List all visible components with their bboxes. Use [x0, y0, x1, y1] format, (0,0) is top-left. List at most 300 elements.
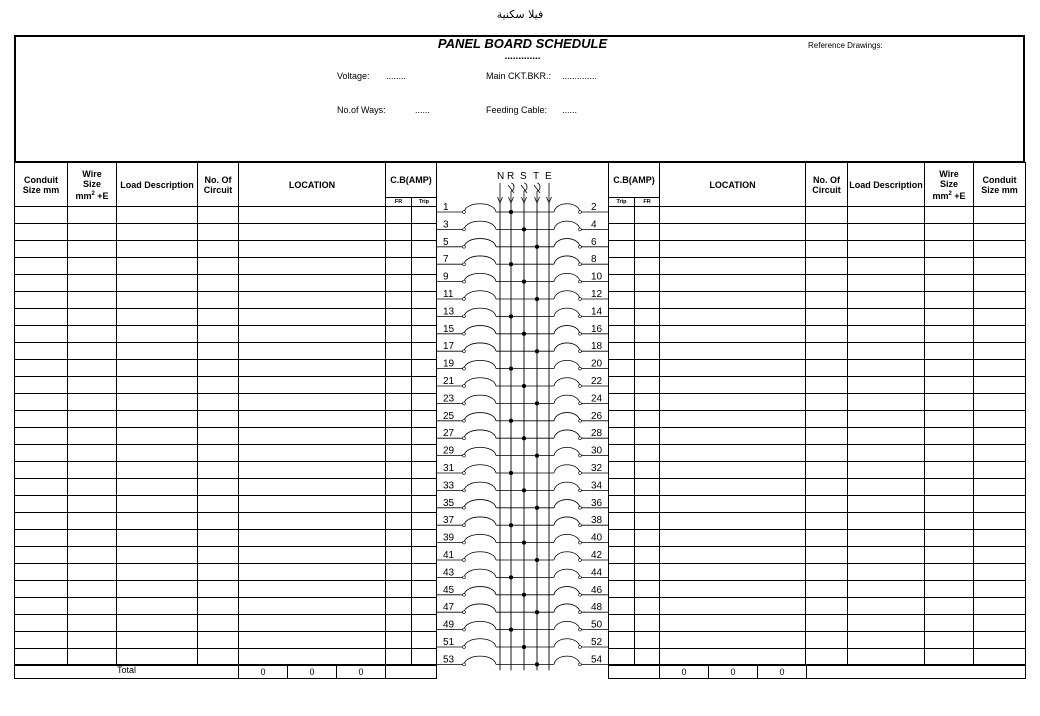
schedule-cell[interactable]	[925, 530, 974, 547]
schedule-cell[interactable]	[15, 428, 68, 445]
schedule-cell[interactable]	[925, 445, 974, 462]
schedule-cell[interactable]	[198, 326, 239, 343]
schedule-cell[interactable]	[412, 326, 437, 343]
schedule-cell[interactable]	[635, 530, 660, 547]
schedule-cell[interactable]	[609, 428, 635, 445]
schedule-cell[interactable]	[635, 496, 660, 513]
schedule-cell[interactable]	[386, 428, 412, 445]
schedule-cell[interactable]	[925, 224, 974, 241]
schedule-cell[interactable]	[386, 598, 412, 615]
schedule-cell[interactable]	[609, 513, 635, 530]
schedule-cell[interactable]	[635, 377, 660, 394]
schedule-cell[interactable]	[412, 581, 437, 598]
schedule-cell[interactable]	[806, 343, 848, 360]
schedule-cell[interactable]	[117, 207, 198, 224]
schedule-cell[interactable]	[15, 513, 68, 530]
schedule-cell[interactable]	[806, 411, 848, 428]
schedule-cell[interactable]	[239, 513, 386, 530]
schedule-cell[interactable]	[660, 326, 806, 343]
schedule-cell[interactable]	[848, 258, 925, 275]
schedule-cell[interactable]	[198, 428, 239, 445]
schedule-cell[interactable]	[806, 207, 848, 224]
schedule-cell[interactable]	[15, 649, 68, 666]
schedule-cell[interactable]	[412, 241, 437, 258]
schedule-cell[interactable]	[848, 564, 925, 581]
schedule-cell[interactable]	[848, 513, 925, 530]
schedule-cell[interactable]	[198, 649, 239, 666]
schedule-cell[interactable]	[15, 564, 68, 581]
schedule-cell[interactable]	[239, 394, 386, 411]
schedule-cell[interactable]	[15, 411, 68, 428]
schedule-cell[interactable]	[925, 581, 974, 598]
main-breaker-value[interactable]: ..............	[562, 71, 598, 81]
schedule-cell[interactable]	[635, 598, 660, 615]
schedule-cell[interactable]	[117, 360, 198, 377]
schedule-cell[interactable]	[609, 377, 635, 394]
schedule-cell[interactable]	[925, 275, 974, 292]
schedule-cell[interactable]	[974, 445, 1026, 462]
schedule-cell[interactable]	[386, 530, 412, 547]
schedule-cell[interactable]	[806, 513, 848, 530]
schedule-cell[interactable]	[609, 241, 635, 258]
schedule-cell[interactable]	[412, 615, 437, 632]
schedule-cell[interactable]	[660, 241, 806, 258]
schedule-cell[interactable]	[68, 343, 117, 360]
schedule-cell[interactable]	[386, 343, 412, 360]
schedule-cell[interactable]	[660, 479, 806, 496]
schedule-cell[interactable]	[239, 649, 386, 666]
schedule-cell[interactable]	[806, 360, 848, 377]
schedule-cell[interactable]	[925, 207, 974, 224]
schedule-cell[interactable]	[15, 445, 68, 462]
schedule-cell[interactable]	[974, 377, 1026, 394]
schedule-cell[interactable]	[609, 292, 635, 309]
schedule-cell[interactable]	[635, 564, 660, 581]
schedule-cell[interactable]	[68, 598, 117, 615]
schedule-cell[interactable]	[848, 428, 925, 445]
schedule-cell[interactable]	[386, 207, 412, 224]
schedule-cell[interactable]	[386, 479, 412, 496]
schedule-cell[interactable]	[635, 343, 660, 360]
schedule-cell[interactable]	[848, 411, 925, 428]
schedule-cell[interactable]	[974, 547, 1026, 564]
schedule-cell[interactable]	[117, 530, 198, 547]
schedule-cell[interactable]	[239, 224, 386, 241]
schedule-cell[interactable]	[412, 292, 437, 309]
schedule-cell[interactable]	[239, 445, 386, 462]
schedule-cell[interactable]	[635, 411, 660, 428]
schedule-cell[interactable]	[609, 598, 635, 615]
schedule-cell[interactable]	[609, 258, 635, 275]
schedule-cell[interactable]	[386, 411, 412, 428]
schedule-cell[interactable]	[635, 394, 660, 411]
schedule-cell[interactable]	[974, 275, 1026, 292]
schedule-cell[interactable]	[925, 479, 974, 496]
schedule-cell[interactable]	[412, 258, 437, 275]
schedule-cell[interactable]	[412, 649, 437, 666]
schedule-cell[interactable]	[412, 530, 437, 547]
schedule-cell[interactable]	[198, 292, 239, 309]
schedule-cell[interactable]	[239, 309, 386, 326]
schedule-cell[interactable]	[848, 292, 925, 309]
schedule-cell[interactable]	[15, 598, 68, 615]
schedule-cell[interactable]	[412, 513, 437, 530]
schedule-cell[interactable]	[660, 292, 806, 309]
schedule-cell[interactable]	[117, 326, 198, 343]
schedule-cell[interactable]	[806, 598, 848, 615]
schedule-cell[interactable]	[412, 309, 437, 326]
schedule-cell[interactable]	[925, 615, 974, 632]
schedule-cell[interactable]	[117, 513, 198, 530]
schedule-cell[interactable]	[117, 394, 198, 411]
schedule-cell[interactable]	[117, 275, 198, 292]
schedule-cell[interactable]	[925, 513, 974, 530]
schedule-cell[interactable]	[660, 207, 806, 224]
schedule-cell[interactable]	[660, 275, 806, 292]
schedule-cell[interactable]	[609, 275, 635, 292]
schedule-cell[interactable]	[15, 479, 68, 496]
schedule-cell[interactable]	[806, 224, 848, 241]
schedule-cell[interactable]	[974, 258, 1026, 275]
schedule-cell[interactable]	[198, 496, 239, 513]
schedule-cell[interactable]	[412, 394, 437, 411]
schedule-cell[interactable]	[117, 411, 198, 428]
schedule-cell[interactable]	[239, 343, 386, 360]
schedule-cell[interactable]	[117, 632, 198, 649]
schedule-cell[interactable]	[609, 632, 635, 649]
schedule-cell[interactable]	[660, 547, 806, 564]
schedule-cell[interactable]	[15, 224, 68, 241]
schedule-cell[interactable]	[925, 241, 974, 258]
schedule-cell[interactable]	[386, 224, 412, 241]
schedule-cell[interactable]	[635, 326, 660, 343]
schedule-cell[interactable]	[974, 564, 1026, 581]
schedule-cell[interactable]	[239, 496, 386, 513]
schedule-cell[interactable]	[660, 258, 806, 275]
schedule-cell[interactable]	[412, 275, 437, 292]
schedule-cell[interactable]	[412, 377, 437, 394]
schedule-cell[interactable]	[609, 224, 635, 241]
schedule-cell[interactable]	[239, 326, 386, 343]
schedule-cell[interactable]	[848, 530, 925, 547]
schedule-cell[interactable]	[806, 632, 848, 649]
schedule-cell[interactable]	[198, 513, 239, 530]
feeding-cable-value[interactable]: ......	[562, 105, 578, 115]
schedule-cell[interactable]	[635, 207, 660, 224]
schedule-cell[interactable]	[848, 360, 925, 377]
schedule-cell[interactable]	[68, 479, 117, 496]
schedule-cell[interactable]	[806, 394, 848, 411]
schedule-cell[interactable]	[806, 292, 848, 309]
schedule-cell[interactable]	[635, 547, 660, 564]
schedule-cell[interactable]	[660, 411, 806, 428]
schedule-cell[interactable]	[198, 632, 239, 649]
schedule-cell[interactable]	[974, 649, 1026, 666]
schedule-cell[interactable]	[412, 462, 437, 479]
schedule-cell[interactable]	[609, 615, 635, 632]
schedule-cell[interactable]	[660, 394, 806, 411]
schedule-cell[interactable]	[660, 581, 806, 598]
schedule-cell[interactable]	[68, 394, 117, 411]
schedule-cell[interactable]	[925, 547, 974, 564]
schedule-cell[interactable]	[925, 632, 974, 649]
schedule-cell[interactable]	[806, 241, 848, 258]
schedule-cell[interactable]	[609, 411, 635, 428]
schedule-cell[interactable]	[117, 479, 198, 496]
schedule-cell[interactable]	[635, 513, 660, 530]
schedule-cell[interactable]	[239, 258, 386, 275]
schedule-cell[interactable]	[660, 377, 806, 394]
schedule-cell[interactable]	[198, 207, 239, 224]
schedule-cell[interactable]	[974, 326, 1026, 343]
schedule-cell[interactable]	[412, 496, 437, 513]
schedule-cell[interactable]	[925, 411, 974, 428]
schedule-cell[interactable]	[412, 564, 437, 581]
schedule-cell[interactable]	[848, 241, 925, 258]
schedule-cell[interactable]	[635, 258, 660, 275]
schedule-cell[interactable]	[974, 513, 1026, 530]
schedule-cell[interactable]	[806, 564, 848, 581]
schedule-cell[interactable]	[386, 360, 412, 377]
schedule-cell[interactable]	[974, 411, 1026, 428]
schedule-cell[interactable]	[68, 207, 117, 224]
schedule-cell[interactable]	[635, 615, 660, 632]
schedule-cell[interactable]	[974, 241, 1026, 258]
schedule-cell[interactable]	[925, 564, 974, 581]
schedule-cell[interactable]	[635, 462, 660, 479]
schedule-cell[interactable]	[386, 496, 412, 513]
schedule-cell[interactable]	[68, 547, 117, 564]
schedule-cell[interactable]	[806, 445, 848, 462]
schedule-cell[interactable]	[239, 547, 386, 564]
schedule-cell[interactable]	[117, 241, 198, 258]
schedule-cell[interactable]	[412, 343, 437, 360]
schedule-cell[interactable]	[15, 496, 68, 513]
schedule-cell[interactable]	[635, 241, 660, 258]
schedule-cell[interactable]	[609, 547, 635, 564]
schedule-cell[interactable]	[848, 224, 925, 241]
schedule-cell[interactable]	[660, 224, 806, 241]
schedule-cell[interactable]	[848, 479, 925, 496]
schedule-cell[interactable]	[198, 394, 239, 411]
schedule-cell[interactable]	[386, 513, 412, 530]
schedule-cell[interactable]	[848, 462, 925, 479]
schedule-cell[interactable]	[806, 309, 848, 326]
schedule-cell[interactable]	[68, 649, 117, 666]
schedule-cell[interactable]	[239, 241, 386, 258]
schedule-cell[interactable]	[974, 530, 1026, 547]
schedule-cell[interactable]	[635, 360, 660, 377]
schedule-cell[interactable]	[117, 547, 198, 564]
schedule-cell[interactable]	[117, 564, 198, 581]
schedule-cell[interactable]	[198, 343, 239, 360]
schedule-cell[interactable]	[660, 360, 806, 377]
schedule-cell[interactable]	[660, 632, 806, 649]
schedule-cell[interactable]	[239, 411, 386, 428]
schedule-cell[interactable]	[635, 292, 660, 309]
schedule-cell[interactable]	[386, 649, 412, 666]
schedule-cell[interactable]	[198, 564, 239, 581]
schedule-cell[interactable]	[848, 394, 925, 411]
schedule-cell[interactable]	[412, 445, 437, 462]
schedule-cell[interactable]	[974, 360, 1026, 377]
schedule-cell[interactable]	[635, 649, 660, 666]
schedule-cell[interactable]	[239, 479, 386, 496]
schedule-cell[interactable]	[635, 428, 660, 445]
schedule-cell[interactable]	[239, 377, 386, 394]
schedule-cell[interactable]	[198, 360, 239, 377]
schedule-cell[interactable]	[609, 581, 635, 598]
schedule-cell[interactable]	[68, 632, 117, 649]
schedule-cell[interactable]	[198, 462, 239, 479]
schedule-cell[interactable]	[974, 632, 1026, 649]
schedule-cell[interactable]	[239, 292, 386, 309]
schedule-cell[interactable]	[386, 292, 412, 309]
schedule-cell[interactable]	[660, 598, 806, 615]
schedule-cell[interactable]	[239, 581, 386, 598]
schedule-cell[interactable]	[609, 394, 635, 411]
schedule-cell[interactable]	[239, 428, 386, 445]
schedule-cell[interactable]	[974, 224, 1026, 241]
schedule-cell[interactable]	[974, 598, 1026, 615]
schedule-cell[interactable]	[15, 632, 68, 649]
schedule-cell[interactable]	[239, 598, 386, 615]
schedule-cell[interactable]	[848, 377, 925, 394]
schedule-cell[interactable]	[15, 207, 68, 224]
schedule-cell[interactable]	[660, 343, 806, 360]
schedule-cell[interactable]	[198, 377, 239, 394]
schedule-cell[interactable]	[386, 326, 412, 343]
schedule-cell[interactable]	[609, 326, 635, 343]
schedule-cell[interactable]	[117, 343, 198, 360]
schedule-cell[interactable]	[925, 649, 974, 666]
schedule-cell[interactable]	[609, 564, 635, 581]
schedule-cell[interactable]	[15, 360, 68, 377]
schedule-cell[interactable]	[68, 581, 117, 598]
schedule-cell[interactable]	[386, 394, 412, 411]
schedule-cell[interactable]	[68, 377, 117, 394]
schedule-cell[interactable]	[117, 615, 198, 632]
schedule-cell[interactable]	[386, 275, 412, 292]
schedule-cell[interactable]	[198, 411, 239, 428]
schedule-cell[interactable]	[974, 496, 1026, 513]
schedule-cell[interactable]	[68, 462, 117, 479]
schedule-cell[interactable]	[974, 428, 1026, 445]
schedule-cell[interactable]	[198, 258, 239, 275]
schedule-cell[interactable]	[68, 326, 117, 343]
schedule-cell[interactable]	[974, 292, 1026, 309]
schedule-cell[interactable]	[68, 445, 117, 462]
schedule-cell[interactable]	[198, 275, 239, 292]
schedule-cell[interactable]	[974, 207, 1026, 224]
schedule-cell[interactable]	[239, 207, 386, 224]
schedule-cell[interactable]	[660, 309, 806, 326]
schedule-cell[interactable]	[412, 224, 437, 241]
schedule-cell[interactable]	[117, 598, 198, 615]
schedule-cell[interactable]	[806, 547, 848, 564]
voltage-value[interactable]: ........	[386, 71, 407, 81]
schedule-cell[interactable]	[68, 615, 117, 632]
schedule-cell[interactable]	[806, 326, 848, 343]
schedule-cell[interactable]	[635, 309, 660, 326]
schedule-cell[interactable]	[806, 615, 848, 632]
schedule-cell[interactable]	[925, 462, 974, 479]
schedule-cell[interactable]	[15, 292, 68, 309]
schedule-cell[interactable]	[198, 241, 239, 258]
schedule-cell[interactable]	[68, 564, 117, 581]
schedule-cell[interactable]	[806, 496, 848, 513]
schedule-cell[interactable]	[848, 275, 925, 292]
schedule-cell[interactable]	[609, 360, 635, 377]
schedule-cell[interactable]	[68, 224, 117, 241]
schedule-cell[interactable]	[68, 530, 117, 547]
schedule-cell[interactable]	[68, 241, 117, 258]
schedule-cell[interactable]	[660, 445, 806, 462]
schedule-cell[interactable]	[609, 207, 635, 224]
schedule-cell[interactable]	[117, 428, 198, 445]
schedule-cell[interactable]	[660, 530, 806, 547]
schedule-cell[interactable]	[635, 275, 660, 292]
schedule-cell[interactable]	[412, 411, 437, 428]
schedule-cell[interactable]	[15, 547, 68, 564]
schedule-cell[interactable]	[609, 343, 635, 360]
schedule-cell[interactable]	[635, 632, 660, 649]
schedule-cell[interactable]	[609, 479, 635, 496]
schedule-cell[interactable]	[117, 292, 198, 309]
schedule-cell[interactable]	[848, 649, 925, 666]
schedule-cell[interactable]	[609, 530, 635, 547]
schedule-cell[interactable]	[974, 309, 1026, 326]
schedule-cell[interactable]	[848, 445, 925, 462]
schedule-cell[interactable]	[386, 241, 412, 258]
schedule-cell[interactable]	[68, 275, 117, 292]
schedule-cell[interactable]	[412, 479, 437, 496]
schedule-cell[interactable]	[412, 360, 437, 377]
schedule-cell[interactable]	[635, 581, 660, 598]
schedule-cell[interactable]	[15, 394, 68, 411]
schedule-cell[interactable]	[660, 564, 806, 581]
schedule-cell[interactable]	[925, 326, 974, 343]
schedule-cell[interactable]	[198, 224, 239, 241]
schedule-cell[interactable]	[15, 275, 68, 292]
schedule-cell[interactable]	[635, 224, 660, 241]
schedule-cell[interactable]	[386, 462, 412, 479]
schedule-cell[interactable]	[117, 462, 198, 479]
schedule-cell[interactable]	[609, 649, 635, 666]
schedule-cell[interactable]	[68, 513, 117, 530]
schedule-cell[interactable]	[609, 309, 635, 326]
schedule-cell[interactable]	[925, 292, 974, 309]
schedule-cell[interactable]	[239, 275, 386, 292]
schedule-cell[interactable]	[117, 581, 198, 598]
schedule-cell[interactable]	[660, 428, 806, 445]
schedule-cell[interactable]	[239, 360, 386, 377]
schedule-cell[interactable]	[386, 632, 412, 649]
schedule-cell[interactable]	[198, 598, 239, 615]
schedule-cell[interactable]	[806, 530, 848, 547]
schedule-cell[interactable]	[974, 581, 1026, 598]
schedule-cell[interactable]	[386, 309, 412, 326]
schedule-cell[interactable]	[15, 309, 68, 326]
schedule-cell[interactable]	[68, 428, 117, 445]
schedule-cell[interactable]	[806, 428, 848, 445]
schedule-cell[interactable]	[68, 496, 117, 513]
schedule-cell[interactable]	[68, 411, 117, 428]
schedule-cell[interactable]	[117, 377, 198, 394]
schedule-cell[interactable]	[15, 343, 68, 360]
schedule-cell[interactable]	[609, 496, 635, 513]
schedule-cell[interactable]	[848, 598, 925, 615]
